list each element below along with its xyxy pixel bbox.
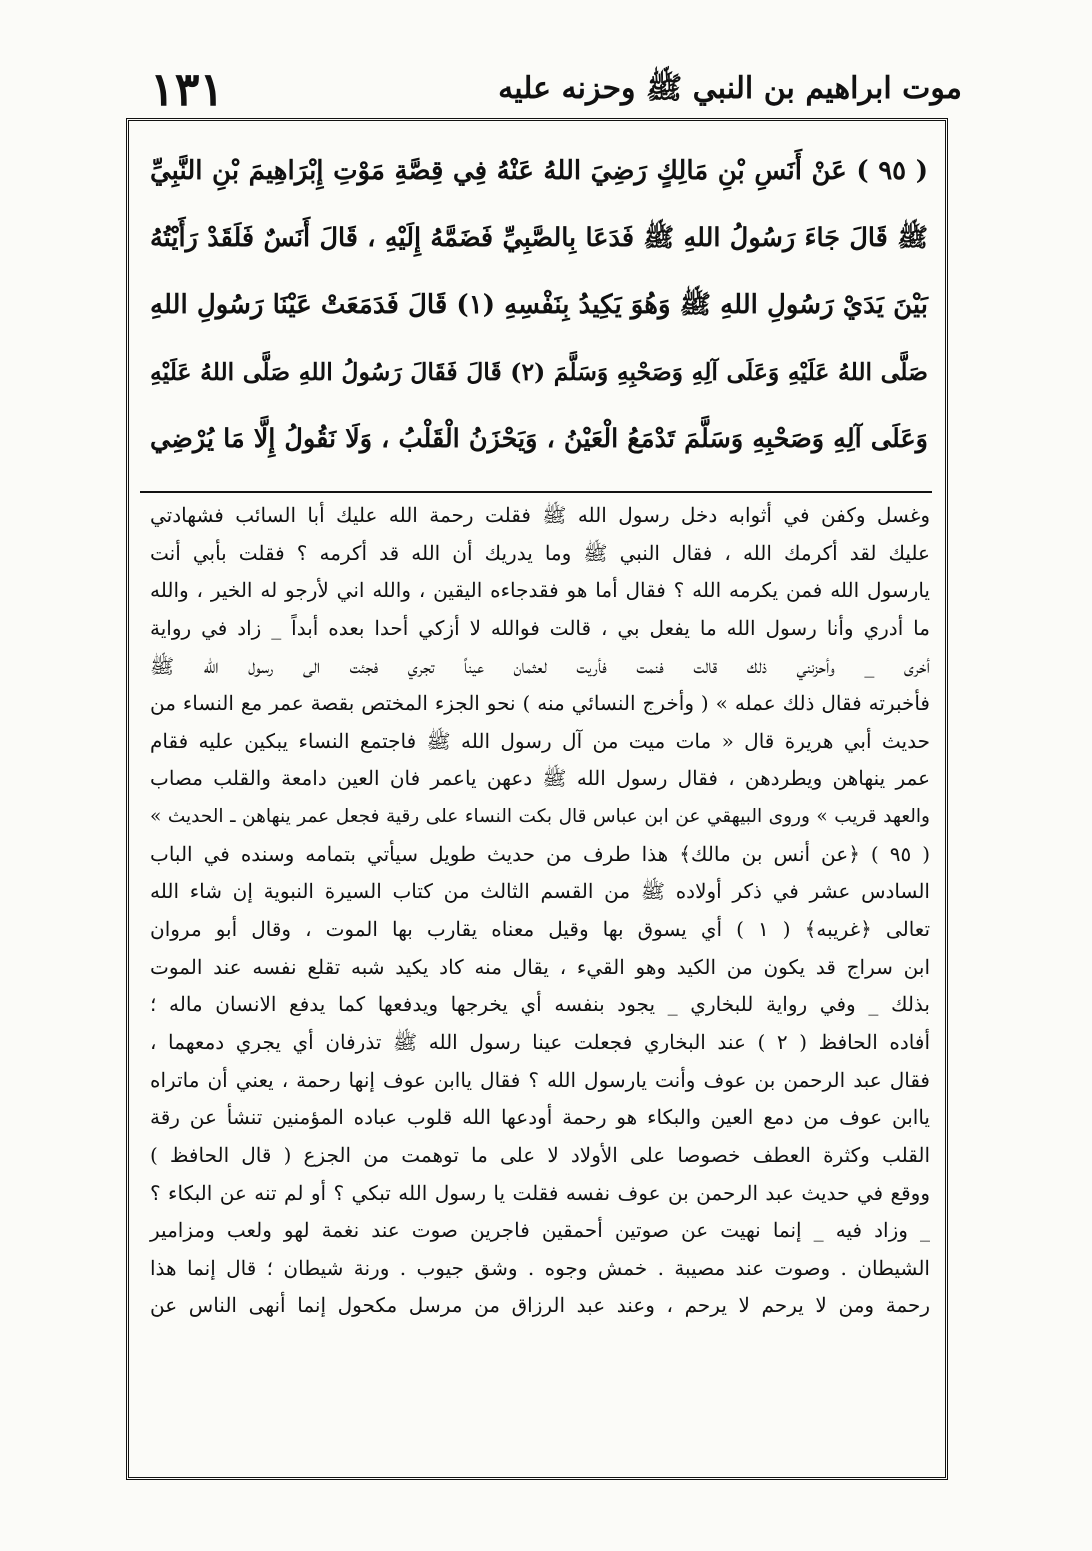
commentary-line: يارسول الله فمن يكرمه الله ؟ فقال أما هو فقدجاءه اليقين ، والله اني لأرجو له الخير ، والله bbox=[150, 578, 930, 603]
hadith-line: ( ٩٥ ) عَنْ أَنَسِ بْنِ مَالِكٍ رَضِيَ اللهُ عَنْهُ فِي قِصَّةِ مَوْتِ إِبْرَاهِيمَ بْنِ النَّبِيِّ bbox=[150, 156, 928, 186]
commentary-line: القلب وكثرة العطف خصوصا على الأولاد لا على ما توهمت من الجزع ( قال الحافظ ) bbox=[150, 1142, 930, 1167]
hadith-line: بَيْنَ يَدَيْ رَسُولِ اللهِ ﷺ وَهُوَ يَكِيدُ بِنَفْسِهِ (١) قَالَ فَدَمَعَتْ عَيْنَا رَسُولِ اللهِ bbox=[150, 290, 928, 320]
commentary-line: ( ٩٥ ) ﴿عن أنس بن مالك﴾ هذا طرف من حديث طويل سيأتي بتمامه وسنده في الباب bbox=[150, 841, 930, 866]
commentary-line: بذلك _ وفي رواية للبخاري _ يجود بنفسه أي يخرجها ويدفعها كما يدفع الانسان ماله ؛ bbox=[150, 992, 930, 1017]
commentary-line: فقال عبد الرحمن بن عوف وأنت يارسول الله ؟ فقال ياابن عوف إنها رحمة ، يعني أن ماتراه bbox=[150, 1067, 930, 1092]
page-header bbox=[150, 62, 962, 122]
commentary-line: تعالى ﴿غريبه﴾ ( ١ ) أي يسوق بها وقيل معناه يقارب بها الموت ، وقال أبو مروان bbox=[150, 917, 931, 942]
commentary-line: حديث أبي هريرة قال « مات ميت من آل رسول الله ﷺ فاجتمع النساء يبكين عليه فقام bbox=[150, 728, 930, 753]
commentary-line: أخرى _ وأحزنني ذلك قالت فنمت فأريت لعثمان عيناً تجري فجئت الى رسول الله ﷺ bbox=[150, 653, 930, 678]
commentary-line: أفاده الحافظ ( ٢ ) عند البخاري فجعلت عينا رسول الله ﷺ تذرفان أي يجري دمعهما ، bbox=[150, 1029, 931, 1054]
commentary-line: السادس عشر في ذكر أولاده ﷺ من القسم الثالث من كتاب السيرة النبوية إن شاء الله bbox=[150, 879, 930, 904]
hadith-line: ﷺ قَالَ جَاءَ رَسُولُ اللهِ ﷺ فَدَعَا بِالصَّبِيِّ فَضَمَّهُ إِلَيْهِ ، قَالَ أَنَسٌ فَلَقَدْ رَأَيْتُهُ bbox=[150, 223, 928, 253]
commentary-line: ياابن عوف من دمع العين والبكاء هو رحمة أودعها الله قلوب عباده المؤمنين تنشأ عن رقة bbox=[150, 1105, 930, 1130]
commentary-line: وغسل وكفن في أثوابه دخل رسول الله ﷺ فقلت رحمة الله عليك أبا السائب فشهادتي bbox=[150, 503, 930, 527]
commentary-line: فأخبرته فقال ذلك عمله » ( وأخرج النسائي منه ) نحو الجزء المختص بقصة عمر مع النساء من bbox=[150, 691, 930, 716]
hadith-line: وَعَلَى آلِهِ وَصَحْبِهِ وَسَلَّمَ تَدْمَعُ الْعَيْنُ ، وَيَحْزَنُ الْقَلْبُ ، وَلَا نَقُولُ إِلَّا مَا يُرْضِي bbox=[150, 424, 928, 454]
commentary-line: ما أدري وأنا رسول الله ما يفعل بي ، قالت فوالله لا أزكي أحدا بعده أبداً _ زاد في رواية bbox=[150, 615, 930, 640]
commentary-line: عليك لقد أكرمك الله ، فقال النبي ﷺ وما يدريك أن الله قد أكرمه ؟ فقلت بأبي أنت bbox=[150, 540, 930, 565]
page-number: ١٣١ bbox=[150, 62, 225, 116]
commentary-line: عمر ينهاهن ويطردهن ، فقال رسول الله ﷺ دعهن ياعمر فان العين دامعة والقلب مصاب bbox=[150, 766, 930, 791]
commentary-line: والعهد قريب » وروى البيهقي عن ابن عباس قال بكت النساء على رقية فجعل عمر ينهاهن ـ الحديث » bbox=[150, 806, 930, 828]
commentary-line: رحمة ومن لا يرحم لا يرحم ، وعند عبد الرزاق من مرسل مكحول إنما أنهى الناس عن bbox=[150, 1293, 930, 1318]
commentary-line: ابن سراج قد يكون من الكيد وهو القيء ، يقال منه كاد يكيد شبه تقلع نفسه عند الموت bbox=[150, 954, 930, 979]
commentary-line: _ وزاد فيه _ إنما نهيت عن صوتين أحمقين فاجرين صوت عند نغمة لهو ولعب ومزامير bbox=[150, 1218, 930, 1243]
section-divider bbox=[140, 491, 932, 493]
commentary-text bbox=[150, 497, 930, 1325]
hadith-line: صَلَّى اللهُ عَلَيْهِ وَعَلَى آلِهِ وَصَحْبِهِ وَسَلَّمَ (٢) قَالَ فَقَالَ رَسُولُ اللهِ صَلَّى اللهُ عَلَيْهِ bbox=[150, 358, 928, 386]
commentary-line: ووقع في حديث عبد الرحمن بن عوف نفسه فقلت يا رسول الله تبكي ؟ أو لم تنه عن البكاء ؟ bbox=[150, 1180, 930, 1205]
commentary-line: الشيطان . وصوت عند مصيبة . خمش وجوه . وشق جيوب . ورنة شيطان ؛ قال إنما هذا bbox=[150, 1255, 930, 1280]
running-title: موت ابراهيم بن النبي ﷺ وحزنه عليه bbox=[498, 71, 962, 106]
hadith-text bbox=[150, 138, 928, 473]
